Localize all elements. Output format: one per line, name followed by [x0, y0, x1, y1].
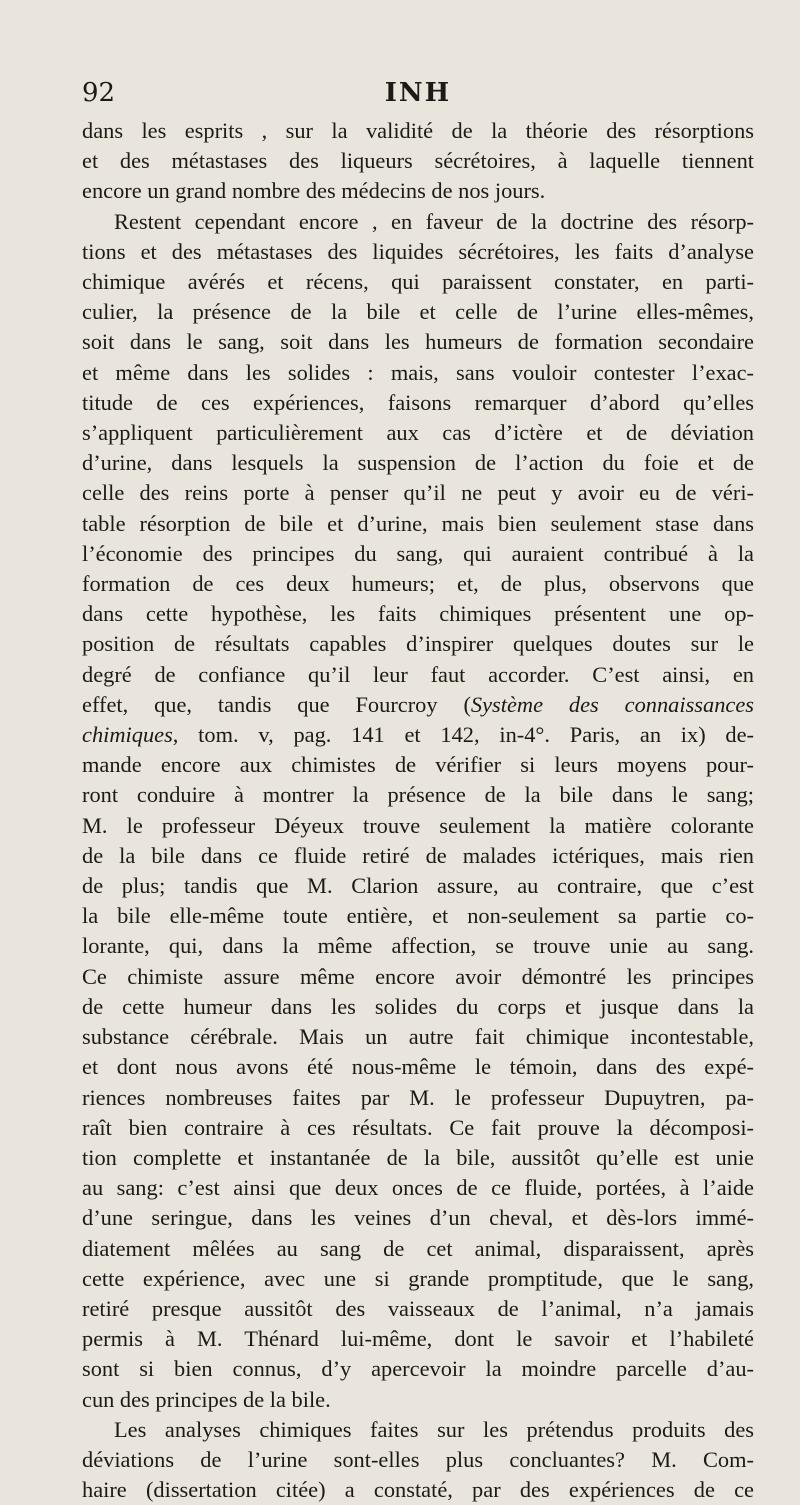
text-line: dans cette hypothèse, les faits chimiques présentent une op-	[82, 601, 754, 627]
book-title-italic: Système des connaissances	[470, 691, 754, 717]
paragraph-3	[82, 1415, 754, 1505]
text-line: l’économie des principes du sang, qui auraient contribué à la	[82, 540, 754, 566]
text-line: Restent cependant encore , en faveur de la doctrine des résorp-	[114, 208, 754, 234]
text-line: dans les esprits , sur la validité de la théorie des résorptions	[82, 118, 754, 143]
text-line: diatement mêlées au sang de cet animal, disparaissent, après	[82, 1235, 754, 1261]
text-line: tion complette et instantanée de la bile, aussitôt qu’elle est unie	[82, 1144, 754, 1170]
text-line-with-italic: effet, que, tandis que Fourcroy (Système des connaissances	[82, 691, 754, 717]
text-line: et des métastases des liqueurs sécrétoires, à laquelle tiennent	[82, 148, 754, 174]
text-line: culier, la présence de la bile et celle de l’urine elles-mêmes,	[82, 299, 754, 325]
book-title-italic: chimiques	[82, 722, 173, 748]
text-line: tions et des métastases des liquides sécrétoires, les faits d’analyse	[82, 238, 754, 264]
text-line: permis à M. Thénard lui-même, dont le savoir et l’habileté	[82, 1326, 754, 1352]
body-text	[82, 116, 754, 1505]
text-line: ront conduire à montrer la présence de la bile dans le sang;	[82, 782, 754, 808]
text-line: de la bile dans ce fluide retiré de malades ictériques, mais rien	[82, 842, 754, 868]
text-line: celle des reins porte à penser qu’il ne peut y avoir eu de véri-	[82, 480, 754, 506]
text-line: M. le professeur Déyeux trouve seulement la matière colorante	[82, 812, 754, 838]
paragraph-1	[82, 116, 754, 207]
text-line: et dont nous avons été nous-même le témoin, dans des expé-	[82, 1054, 754, 1080]
page-header	[82, 76, 754, 116]
text-line-with-italic: chimiques, tom. v, pag. 141 et 142, in-4°. Paris, an ix) de-	[82, 722, 754, 748]
paragraph-2	[82, 207, 754, 1415]
text-line: table résorption de bile et d’urine, mais bien seulement stase dans	[82, 510, 754, 536]
text-line: position de résultats capables d’inspirer quelques doutes sur le	[82, 631, 754, 657]
running-head: INH	[384, 78, 452, 108]
text-line: Ce chimiste assure même encore avoir démontré les principes	[82, 963, 754, 989]
text-line: chimique avérés et récens, qui paraissent constater, en parti-	[82, 269, 754, 295]
text-line: degré de confiance qu’il leur faut accorder. C’est ainsi, en	[82, 661, 754, 687]
text-line: Les analyses chimiques faites sur les prétendus produits des	[114, 1416, 754, 1442]
text-line: haire (dissertation citée) a constaté, par des expériences de ce	[82, 1477, 754, 1503]
text-line: s’appliquent particulièrement aux cas d’ictère et de déviation	[82, 420, 754, 446]
page-number: 92	[82, 78, 116, 108]
text-line: d’une seringue, dans les veines d’un cheval, et dès-lors immé-	[82, 1205, 754, 1231]
text-line: au sang: c’est ainsi que deux onces de ce fluide, portées, à l’aide	[82, 1175, 754, 1201]
text-line: mande encore aux chimistes de vérifier si leurs moyens pour-	[82, 752, 754, 778]
text-line: soit dans le sang, soit dans les humeurs de formation secondaire	[82, 329, 754, 355]
text-line: substance cérébrale. Mais un autre fait chimique incontestable,	[82, 1024, 754, 1050]
text-line: d’urine, dans lesquels la suspension de l’action du foie et de	[82, 450, 754, 476]
text-line: cette expérience, avec une si grande promptitude, que le sang,	[82, 1265, 754, 1291]
text-line: riences nombreuses faites par M. le professeur Dupuytren, pa-	[82, 1084, 754, 1110]
text-line: raît bien contraire à ces résultats. Ce fait prouve la décomposi-	[82, 1114, 754, 1140]
text-line: déviations de l’urine sont-elles plus concluantes? M. Com-	[82, 1446, 754, 1472]
text-line: de cette humeur dans les solides du corps et jusque dans la	[82, 993, 754, 1019]
text-line: la bile elle-même toute entière, et non-seulement sa partie co-	[82, 903, 754, 929]
text-line: titude de ces expériences, faisons remarquer d’abord qu’elles	[82, 389, 754, 415]
text-line: sont si bien connus, d’y apercevoir la moindre parcelle d’au-	[82, 1356, 754, 1382]
text-line: formation de ces deux humeurs; et, de plus, observons que	[82, 571, 754, 597]
text-line: de plus; tandis que M. Clarion assure, au contraire, que c’est	[82, 873, 754, 899]
text-line: retiré presque aussitôt des vaisseaux de l’animal, n’a jamais	[82, 1295, 754, 1321]
text-line: et même dans les solides : mais, sans vouloir contester l’exac-	[82, 359, 754, 385]
text-line: encore un grand nombre des médecins de nos jours.	[82, 178, 546, 204]
text-line: cun des principes de la bile.	[82, 1386, 331, 1412]
text-line: lorante, qui, dans la même affection, se trouve unie au sang.	[82, 933, 754, 959]
